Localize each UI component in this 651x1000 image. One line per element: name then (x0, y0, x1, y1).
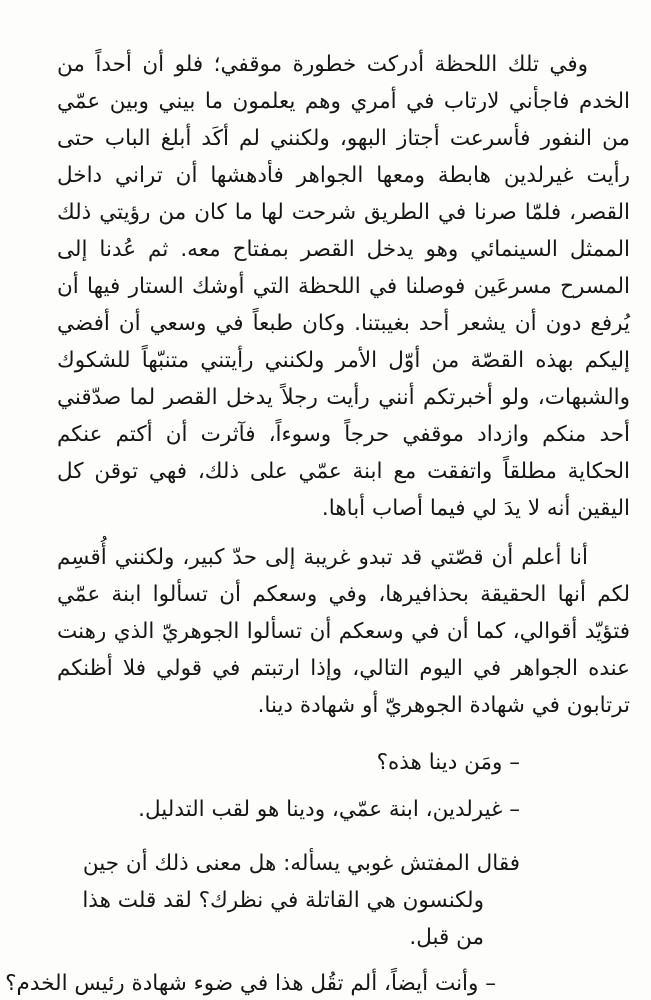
narrative-paragraph-1: وفي تلك اللحظة أدركت خطورة موقفي؛ فلو أن أحداً من الخدم فاجأني لارتاب في أمري وهم يعلمون ما بيني وبين عمّي من النفور فأسرعت أجتاز البهو، ولكنني لم أكَد أبلغ الباب حتى رأيت غيرلدين هابطة ومعها الجواهر فأدهشها أن تراني داخل القصر، فلمّا صرنا في الطريق شرحت لها ما كان من رؤيتي ذلك الممثل السينمائي وهو يدخل القصر بمفتاح معه. ثم عُدنا إلى المسرح مسرعَين فوصلنا في اللحظة التي أوشك الستار فيها أن يُرفع دون أن يشعر أحد بغيبتنا. وكان طبعاً في وسعي أن أفضي إليكم بهذه القصّة من أوّل الأمر ولكنني رأيتني متنبّهاً للشكوك والشبهات، ولو أخبرتكم أنني رأيت رجلاً يدخل القصر لما صدّقني أحد منكم وازداد موقفي حرجاً وسوءاً، فآثرت أن أكتم عنكم الحكاية مطلقاً واتفقت مع ابنة عمّي على ذلك، فهي توقن كل اليقين أنه لا يدَ لي فيما أصاب أباها. (57, 52, 630, 521)
dialogue-line-2: – غيرلدين، ابنة عمّي، ودينا هو لقب التدليل. (138, 797, 520, 822)
narrative-paragraph-2: أنا أعلم أن قصّتي قد تبدو غريبة إلى حدّ كبير، ولكنني أُقسِم لكم أنها الحقيقة بحذافيرها، وفي وسعكم أن تسألوا ابنة عمّي فتؤيّد أقوالي، كما أن في وسعكم أن تسألوا الجوهريّ الذي رهنت عنده الجواهر في اليوم التالي، وإذا ارتبتم في قولي فلا أظنكم ترتابون في شهادة الجوهريّ أو شهادة دينا. (57, 545, 630, 718)
narration-reply-paragraph: فقال المفتش غوبي يسأله: هل معنى ذلك أن جين ولكنسون هي القاتلة في نظرك؟ لقد قلت هذا من قبل. (82, 851, 520, 950)
dialogue-line-3: – وأنت أيضاً، ألم تقُل هذا في ضوء شهادة رئيس الخدم؟ (5, 971, 496, 996)
dialogue-line-1: – ومَن دينا هذه؟ (376, 750, 520, 775)
